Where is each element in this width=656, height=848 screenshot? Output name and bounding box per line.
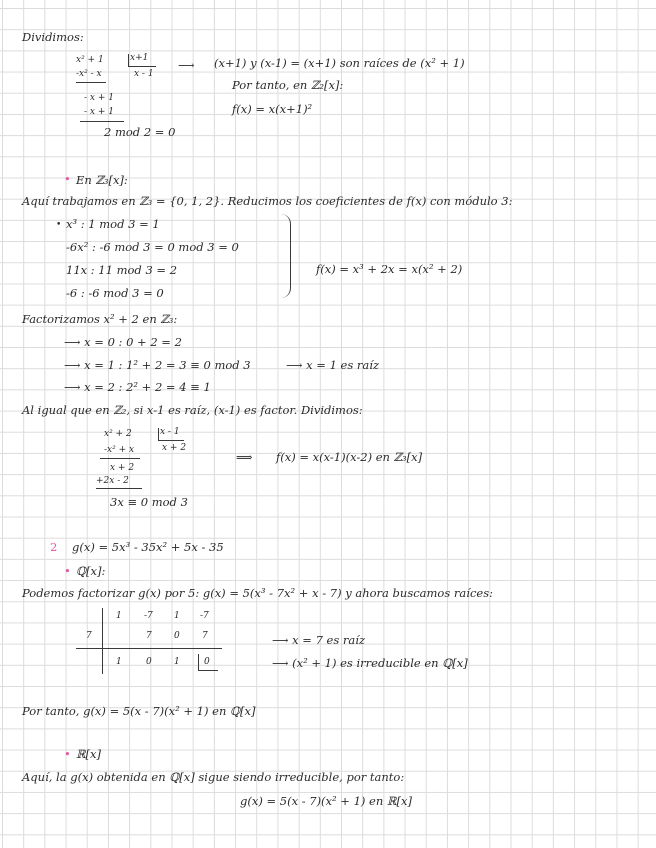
factor-intro-z3: Factorizamos x² + 2 en ℤ₃: <box>22 312 178 326</box>
bullet-icon: • <box>56 220 62 230</box>
coef-x3: x³ : 1 mod 3 = 1 <box>66 217 160 231</box>
ruffini-remainder: 0 <box>204 657 210 667</box>
implies-arrow-icon: ⟹ <box>236 450 253 464</box>
f-reduced-z3: f(x) = x³ + 2x = x(x² + 2) <box>316 262 463 276</box>
ruffini-result-2: 0 <box>146 657 152 667</box>
therefore-z2: Por tanto, en ℤ₂[x]: <box>232 78 344 92</box>
coef-const: -6 : -6 mod 3 = 0 <box>66 286 164 300</box>
root-x7: ⟶ x = 7 es raíz <box>272 633 365 647</box>
factor-statement: Al igual que en ℤ₂, si x-1 es raíz, (x-1) es factor. Dividimos: <box>22 403 363 417</box>
ruffini-coef-2: -7 <box>144 611 153 621</box>
subtract-row: -x² - x <box>76 69 102 79</box>
r-statement: Aquí, la g(x) obtenida en ℚ[x] sigue siendo irreducible, por tanto: <box>22 770 405 784</box>
z3-intro: Aquí trabajamos en ℤ₃ = {0, 1, 2}. Reducimos los coeficientes de f(x) con módulo 3: <box>22 194 513 208</box>
remainder-row-z3-2: +2x - 2 <box>96 476 129 486</box>
section-r-title: ℝ[x] <box>76 747 102 761</box>
remainder-box-bottom <box>198 670 218 671</box>
ruffini-mid-1: 7 <box>146 631 152 641</box>
ruffini-root: 7 <box>86 631 92 641</box>
ruffini-coef-3: 1 <box>174 611 180 621</box>
coef-x2: -6x² : -6 mod 3 = 0 mod 3 = 0 <box>66 240 239 254</box>
eval-x2: ⟶ x = 2 : 2² + 2 = 4 ≡ 1 <box>64 380 211 394</box>
quotient-z3: x + 2 <box>162 443 187 453</box>
ruffini-coef-4: -7 <box>200 611 209 621</box>
dividend: x² + 1 <box>76 55 104 65</box>
f-factor-z2: f(x) = x(x+1)² <box>232 102 313 116</box>
division-line-2 <box>80 121 124 122</box>
eval-x0: ⟶ x = 0 : 0 + 2 = 2 <box>64 335 182 349</box>
mod-result-z3: 3x ≡ 0 mod 3 <box>110 495 188 509</box>
g-factor-intro: Podemos factorizar g(x) por 5: g(x) = 5(x³ - 7x² + x - 7) y ahora buscamos raíces: <box>22 586 493 600</box>
divisor-bar-z3 <box>158 440 184 441</box>
g-factor-q: Por tanto, g(x) = 5(x - 7)(x² + 1) en ℚ[x] <box>22 704 256 718</box>
arrow-icon: ⟶ <box>178 58 195 72</box>
coef-x: 11x : 11 mod 3 = 2 <box>66 263 178 277</box>
division-line-z3 <box>100 458 140 459</box>
ruffini-vertical-line <box>102 608 103 674</box>
division-line-z3-2 <box>96 488 142 489</box>
subtract-row-z3: -x² + x <box>104 445 135 455</box>
ruffini-result-1: 1 <box>116 657 122 667</box>
ruffini-horizontal-line <box>76 648 222 649</box>
roots-statement: (x+1) y (x-1) = (x+1) son raíces de (x² + 1) <box>214 56 465 70</box>
section-q-title: ℚ[x]: <box>76 564 106 578</box>
division-line <box>76 82 106 83</box>
root-x1: ⟶ x = 1 es raíz <box>286 358 379 372</box>
remainder-row-2: - x + 1 <box>84 107 114 117</box>
bullet-icon: • <box>64 564 71 578</box>
divisor-bar-vertical <box>128 54 129 66</box>
eval-x1: ⟶ x = 1 : 1² + 2 = 3 ≡ 0 mod 3 <box>64 358 251 372</box>
exercise-number: 2 <box>50 540 58 554</box>
g-definition: g(x) = 5x³ - 35x² + 5x - 35 <box>72 540 224 554</box>
ruffini-coef-1: 1 <box>116 611 122 621</box>
ruffini-result-3: 1 <box>174 657 180 667</box>
divisor-bar <box>128 66 156 67</box>
bullet-icon: • <box>64 747 71 761</box>
mod-result: 2 mod 2 = 0 <box>104 125 176 139</box>
f-factor-z3: f(x) = x(x-1)(x-2) en ℤ₃[x] <box>276 450 423 464</box>
remainder-row-z3-1: x + 2 <box>110 463 135 473</box>
divisor-z3: x - 1 <box>160 427 180 437</box>
dividimos-label: Dividimos: <box>22 30 84 44</box>
divisor: x+1 <box>130 53 149 63</box>
bullet-icon: • <box>64 172 71 186</box>
remainder-box-left <box>198 654 199 670</box>
irreducible-q: ⟶ (x² + 1) es irreducible en ℚ[x] <box>272 656 468 670</box>
ruffini-mid-3: 7 <box>202 631 208 641</box>
section-z3-title: En ℤ₃[x]: <box>76 173 128 187</box>
right-brace <box>280 214 291 298</box>
ruffini-mid-2: 0 <box>174 631 180 641</box>
quotient: x - 1 <box>134 69 154 79</box>
dividend-z3: x² + 2 <box>104 429 132 439</box>
remainder-row-1: - x + 1 <box>84 93 114 103</box>
g-factor-r: g(x) = 5(x - 7)(x² + 1) en ℝ[x] <box>240 794 412 808</box>
divisor-bar-vertical-z3 <box>158 428 159 440</box>
